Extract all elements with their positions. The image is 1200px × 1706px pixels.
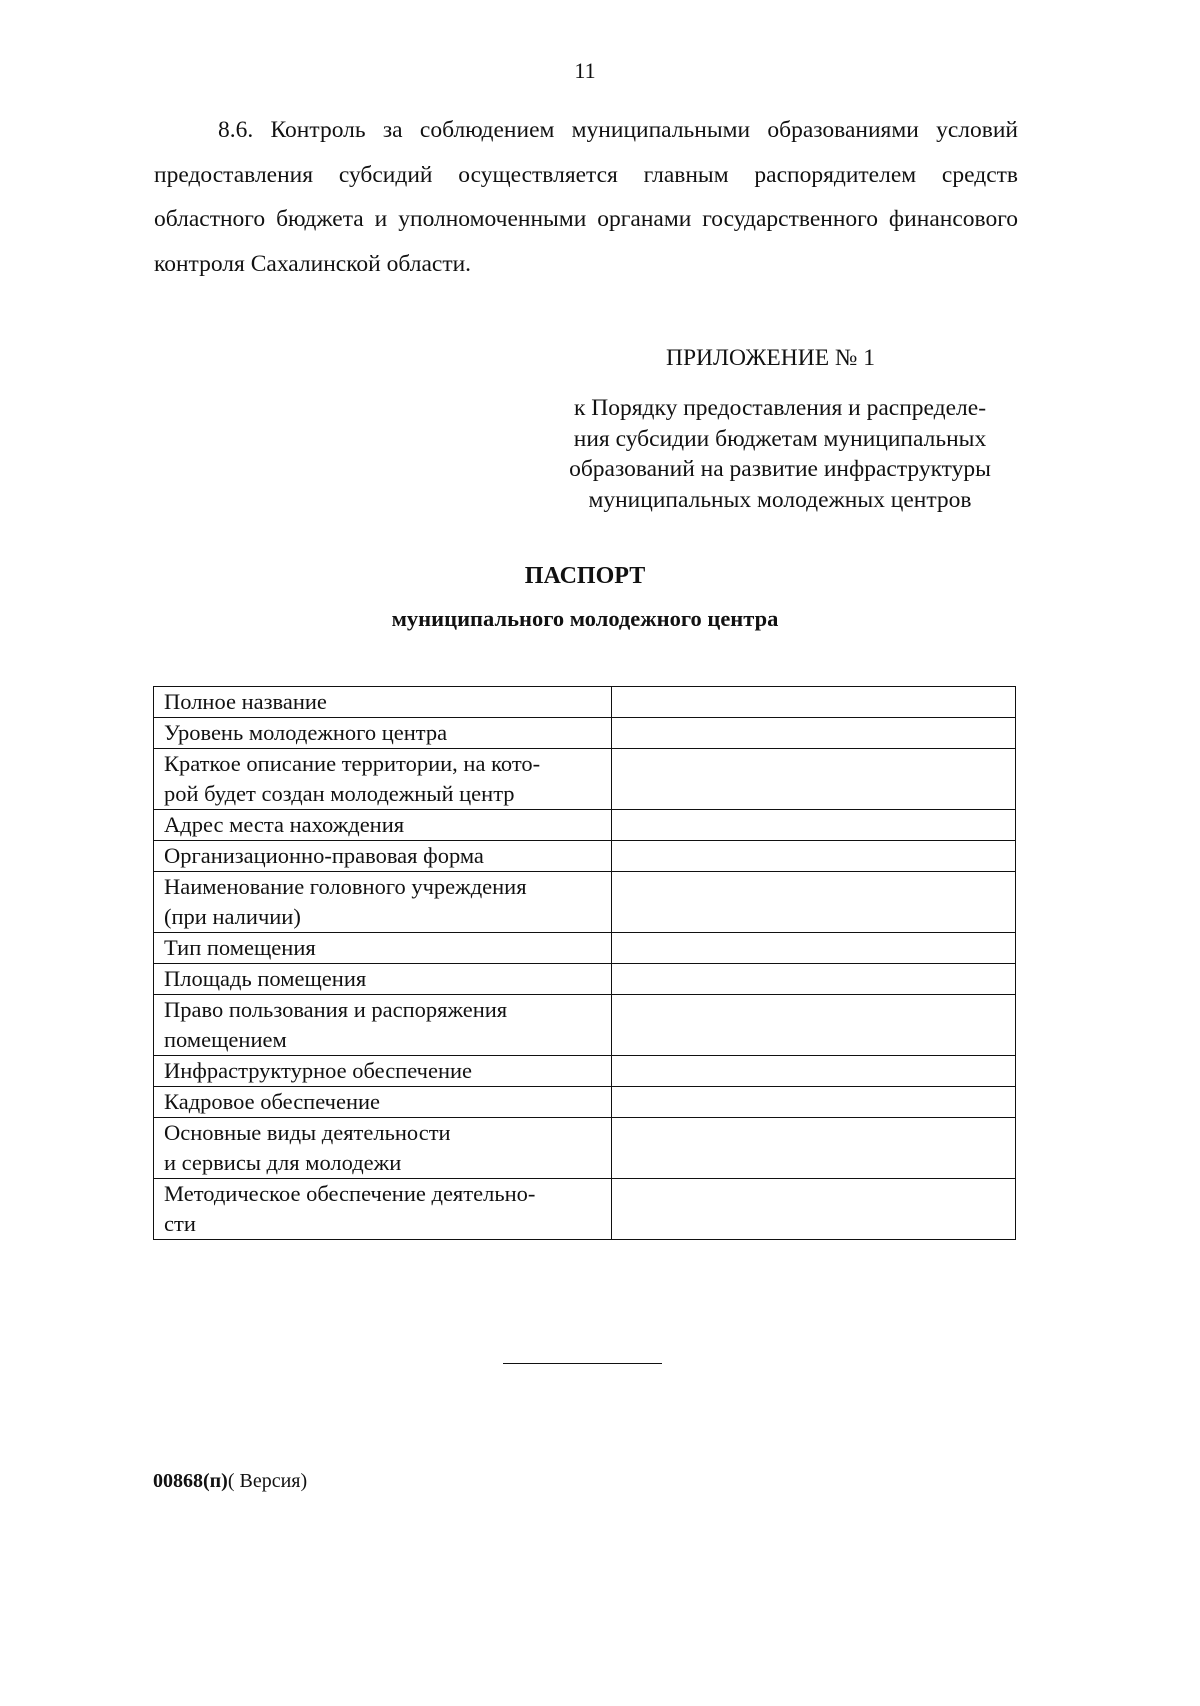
row-label <box>154 1087 612 1118</box>
row-value <box>612 841 1016 872</box>
document-subtitle: муниципального молодежного центра <box>391 606 779 631</box>
appendix-line: образований на развитие инфраструктуры <box>569 456 991 482</box>
appendix-line: к Порядку предоставления и распределе- <box>573 395 987 421</box>
row-label-line: Краткое описание территории, на кото- <box>164 751 541 776</box>
row-label-line: Полное название <box>164 689 327 714</box>
row-label-line: Организационно-правовая форма <box>164 843 484 868</box>
row-label-line: Право пользования и распоряжения <box>164 997 508 1022</box>
table-row <box>154 933 1016 964</box>
row-value <box>612 1056 1016 1087</box>
row-label <box>154 964 612 995</box>
row-value <box>612 810 1016 841</box>
appendix-line: муниципальных молодежных центров <box>588 486 972 513</box>
row-value <box>612 933 1016 964</box>
table-row <box>154 964 1016 995</box>
row-value <box>612 718 1016 749</box>
document-title: ПАСПОРТ <box>524 563 646 589</box>
appendix-line: ния субсидии бюджетам муниципальных <box>573 425 987 452</box>
row-label-line: Основные виды деятельности <box>164 1120 451 1145</box>
table-row <box>154 810 1016 841</box>
row-label-line: Методическое обеспечение деятельно- <box>164 1181 536 1206</box>
document-version: ( Версия) <box>227 1470 308 1492</box>
table-row <box>154 1056 1016 1087</box>
row-label-line: сти <box>164 1211 196 1236</box>
appendix-subtitle <box>540 393 1020 515</box>
row-label-line: Площадь помещения <box>164 966 367 991</box>
table-row <box>154 718 1016 749</box>
row-value <box>612 872 1016 933</box>
row-value <box>612 995 1016 1056</box>
row-label <box>154 1179 612 1240</box>
row-value <box>612 1179 1016 1240</box>
table-row <box>154 749 1016 810</box>
row-value <box>612 1087 1016 1118</box>
row-label <box>154 872 612 933</box>
bottom-divider <box>503 1363 662 1364</box>
table-row <box>154 1087 1016 1118</box>
row-label-line: Уровень молодежного центра <box>164 720 448 745</box>
row-label <box>154 687 612 718</box>
row-label <box>154 933 612 964</box>
table-row <box>154 995 1016 1056</box>
row-label <box>154 995 612 1056</box>
row-label <box>154 749 612 810</box>
row-label <box>154 1118 612 1179</box>
row-label <box>154 1056 612 1087</box>
body-paragraph: 8.6. Контроль за соблюдением муниципальными образованиями условий предоставления субсидий осуществляется главным распорядителем средств областного бюджета и уполномоченными органами государственного финансового контроля Сахалинской области. <box>154 117 1018 277</box>
row-label-line: Адрес места нахождения <box>164 812 405 837</box>
row-label <box>154 718 612 749</box>
appendix-title: ПРИЛОЖЕНИЕ № 1 <box>666 345 875 371</box>
row-label-line: и сервисы для молодежи <box>164 1150 402 1175</box>
row-label-line: рой будет создан молодежный центр <box>164 781 515 806</box>
page-number: 11 <box>574 58 596 83</box>
row-label-line: (при наличии) <box>164 904 301 929</box>
row-value <box>612 964 1016 995</box>
row-value <box>612 687 1016 718</box>
row-label-line: Наименование головного учреждения <box>164 874 527 899</box>
table-row <box>154 841 1016 872</box>
document-code: 00868(п) <box>153 1470 228 1492</box>
row-label-line: Инфраструктурное обеспечение <box>164 1058 473 1083</box>
row-value <box>612 1118 1016 1179</box>
row-label <box>154 841 612 872</box>
row-label-line: Кадровое обеспечение <box>164 1089 381 1114</box>
row-value <box>612 749 1016 810</box>
row-label <box>154 810 612 841</box>
table-row <box>154 1118 1016 1179</box>
row-label-line: Тип помещения <box>164 935 316 960</box>
table-row <box>154 872 1016 933</box>
table-row <box>154 1179 1016 1240</box>
row-label-line: помещением <box>164 1027 287 1052</box>
passport-table <box>153 686 1016 1240</box>
table-row <box>154 687 1016 718</box>
footer <box>153 1470 307 1493</box>
